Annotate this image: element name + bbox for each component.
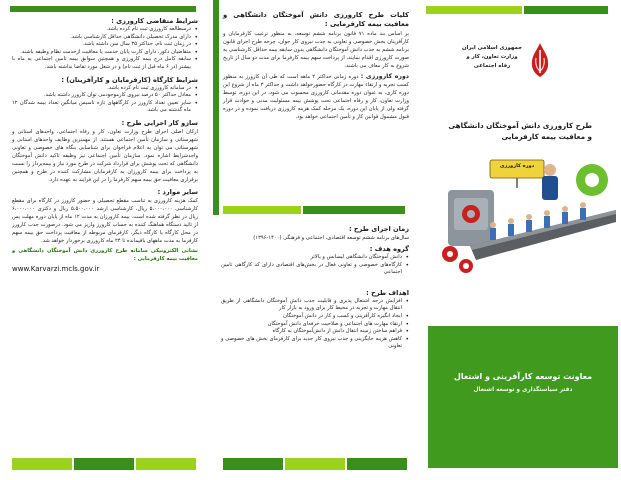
bottom-stripe-light-2 xyxy=(136,458,196,470)
list-item: • ارتقاء مهارت های اجتماعی و صلاحیت حرفه‌ای دانش آموختگان xyxy=(221,321,409,329)
list-item: • معادل حداکثر ۵۰ درصد نیروی کارموجودمی توان کارورز داشته باشد. xyxy=(12,92,198,100)
mid-stripe-dark xyxy=(303,206,405,214)
list-item: • سابقه کامل درج بیمه کارورزی و همچنین سوابق بیمه تامین اجتماعی به ماه با بیشتر (در ۶ ماه قبل از ثبت نام) و در شغل مورد تقاضا نداشته باشد. xyxy=(12,56,198,71)
applicant-conditions-list xyxy=(12,26,198,72)
top-green-stripe xyxy=(10,6,196,12)
internship-text: دوره زمانی حداکثر ۲ ماهه است که طی آن کارورز به منظور کسب تجربه و ارتقاء مهارت در کارگاه حضورخواهد داشت و حداکثر ۳ ماه از شروع این دوره کاری، به عنوان دوره مقدماتی کارورزی محسوب می شود، در این دوره، توسط وزارت تعاون، کار و رفاه اجتماعی تحت پوشش بیمه مسئولیت مدنی و حوادث قرار گرفته ولی از پایان این دوره، یک مرحله کمک هزینه کارورزی دریافت نموده و در دوره قبول مشمول قوانین کار و تأمین اجتماعی خواهد بود. xyxy=(223,74,410,120)
department-subtitle: دفتر سیاستگذاری و توسعه اشتغال xyxy=(473,387,573,393)
department-box xyxy=(428,326,618,468)
emblem-logo xyxy=(526,40,554,80)
employer-conditions-list xyxy=(12,85,198,115)
middle-top-content xyxy=(223,8,409,121)
country-name: جمهوری اسلامی ایران xyxy=(462,45,522,51)
list-item: • در زمان ثبت نام، حداکثر ۳۵ سال سن داشته باشد. xyxy=(12,41,198,49)
list-item: • در سامانه کارورزی ثبت نام کرده باشد. xyxy=(12,85,198,93)
list-item: • کاهش هزینه جایگزینی و جذب نیروی کار جدید برای کارفرمای بخش های خصوصی و تعاونی xyxy=(221,336,409,351)
iran-emblem-icon xyxy=(526,40,554,80)
list-item: • افزایش درجه اشتغال پذیری و قابلیت جذب دانش آموختگان دانشگاهی از طریق انتقال مهارت و تجربه در محیط کار برای ورود به بازار کار xyxy=(221,298,409,313)
list-item: • متقاضیان ذکور، دارای کارت پایان خدمت یا معافیت ازخدمت نظام وظیفه باشند. xyxy=(12,49,198,57)
ministry-text xyxy=(460,44,524,71)
section-heading-target: گروه هدف : xyxy=(369,245,409,253)
conveyor-illustration-icon xyxy=(430,150,616,278)
bottom-stripe-light xyxy=(12,458,72,470)
list-item: • ایجاد انگیزه کارآفرینی و کسب و کار در دانش آموختگان xyxy=(221,313,409,321)
bottom-stripe-dark-2 xyxy=(347,458,407,470)
section-heading-employer: شرایط کارگاه (کارفرمایان و کارآفرینان) : xyxy=(61,75,198,84)
top-stripe-dark xyxy=(524,6,608,14)
section-heading-applicant: شرایط متقاضی کارورزی : xyxy=(111,17,198,25)
middle-panel xyxy=(207,0,414,480)
list-item: • درسطالعه کارورزی ثبت نام کرده باشد. xyxy=(12,26,198,34)
list-item: • دارای مدرک تحصیلی دانشگاهی حداقل کارشناسی باشد. xyxy=(12,34,198,42)
list-item: • فراهم ساختن زمینه انتقال دانش از دانش‌آموختگان به کارگاه xyxy=(221,328,409,336)
illustration-sign-label: دوره کارورزی xyxy=(499,163,535,169)
middle-bottom-content xyxy=(221,222,409,351)
other-paragraph: کمک هزینه کارورزی به تناسب مقطع تحصیلی و حضور کارورز در کارگاه برای مقطع کارشناسی ۵،۰۰۰،۰۰۰ ریال، کارشناسی ارشد ۵،۵۰۰،۰۰۰ ریال و دکتری ۶،۰۰۰،۰۰۰ ریال در نظر گرفته شده است. بیمه کارورزان به مدت ۱۲ ماه از پایان دوره مهلت پس از تائید دستگاه هماهنگ کننده به حساب کارورز واریز می شود. درصورت جذب کارورز در محل کارگاه یا کارگاه دیگر، کارفرمای مربوطه از معافیت پرداخت حق بیمه سهم کارفرما به مدت ماههای باقیمانده تا ۲۴ ماه کارورزی برخوردار خواهد شد. xyxy=(12,197,198,244)
right-panel xyxy=(414,0,621,480)
time-paragraph: سال‌های برنامه ششم توسعه اقتصادی، اجتماعی و فرهنگی (۱۴۰۰-۱۳۹۶) xyxy=(253,235,409,241)
bottom-stripe-light xyxy=(285,458,345,470)
list-item: • دانش آموختگان دانشگاهی لیسانس و بالاتر xyxy=(221,254,409,262)
illustration xyxy=(430,150,616,278)
section-heading-mechanism: سازو کار اجرایی طرح : xyxy=(121,118,198,127)
section-heading-other: سایر موارد : xyxy=(157,187,198,196)
ministry-name: وزارت تعاون، کار و رفاه اجتماعی xyxy=(466,54,518,69)
bottom-stripe-dark xyxy=(223,458,283,470)
department-title: معاونت توسعه کارآفرینی و اشتغال xyxy=(453,372,593,381)
mechanism-paragraph: ارکان اصلی اجرای طرح وزارت تعاون، کار و رفاه اجتماعی، واحدهای استانی و شهرستانی و سازمان تأمین اجتماعی هستند. از مهمترین وظایف واحدهای استانی و شهرستانی می توان به اعلام فراخوان برای شناسایی بنگاه های خصوصی و تعاونی واجدشرایط اشاره نمود. سازمان تأمین اجتماعی نیز وظیفه تاکید دانش آموختگان دانشگاهی که تحت پوشش برای قرارداد شرکت در طرح مورد نیاز و بیمه‌پرداز را نسبت به پرداخت برای بیمه کارورزان به کارفرمایان مشارکت کننده در طرح و همچنین برقراری معافیت حق بیمه سهم کارفرما را در این فرایند به عهده دارد. xyxy=(12,128,198,183)
side-green-stripe xyxy=(213,0,219,215)
mid-stripe-light xyxy=(223,206,301,214)
overview-paragraph: بر اساس بند ماده ۷۱ قانون برنامه ششم توسعه، به منظور ترغیب کارفرمایان و کارآفرینان بخش خصوصی و تعاونی به جذب نیروی کار جوان، چرخه طرح اجرای قانون برنامه ششم به جذب دانش آموختگان دانشگاهی بدون سابقه بیمه حداقل کارشناسی به صورت کارورزی اقدام نمایند، از پرداخت سهم بیمه کارفرما برای مدت دو سال از تاریخ شروع به کار معاف می باشند. xyxy=(223,31,409,69)
section-heading-goals: اهداف طرح : xyxy=(366,288,409,297)
section-heading-overview: کلیات طرح کارورزی دانش آموختگان دانشگاهی و معافیت بیمه کارفرمایی : xyxy=(223,11,409,28)
left-panel xyxy=(0,0,207,480)
brochure-title: طرح کارورزی دانش آموختگان دانشگاهی و معافیت بیمه کارفرمایی xyxy=(448,121,592,141)
list-item: • کارگاه‌های خصوصی و تعاونی فعال در بخش‌های اقتصادی دارای کد کارگاهی تامین اجتماعی xyxy=(221,262,409,277)
website-label: نشانی الکترونیکی سامانه طرح کارورزی دانش آموختگان دانشگاهی و معافیت بیمه کارفرمایی : xyxy=(12,247,198,262)
top-stripe-light xyxy=(426,6,522,14)
section-heading-internship: دوره کارورزی : xyxy=(360,73,409,80)
website-url[interactable]: www.Karvarzi.mcls.gov.ir xyxy=(12,264,100,273)
left-content xyxy=(12,14,198,273)
bottom-stripe-dark xyxy=(74,458,134,470)
internship-paragraph xyxy=(223,73,409,121)
section-heading-time: زمان اجرای طرح : xyxy=(349,225,409,233)
list-item: • سایر تعیین تعداد کارورز در کارگاههای تازه تاسیس میانگین تعداد بیمه شدگان ۱۲ ماه گذشته می باشد. xyxy=(12,100,198,115)
